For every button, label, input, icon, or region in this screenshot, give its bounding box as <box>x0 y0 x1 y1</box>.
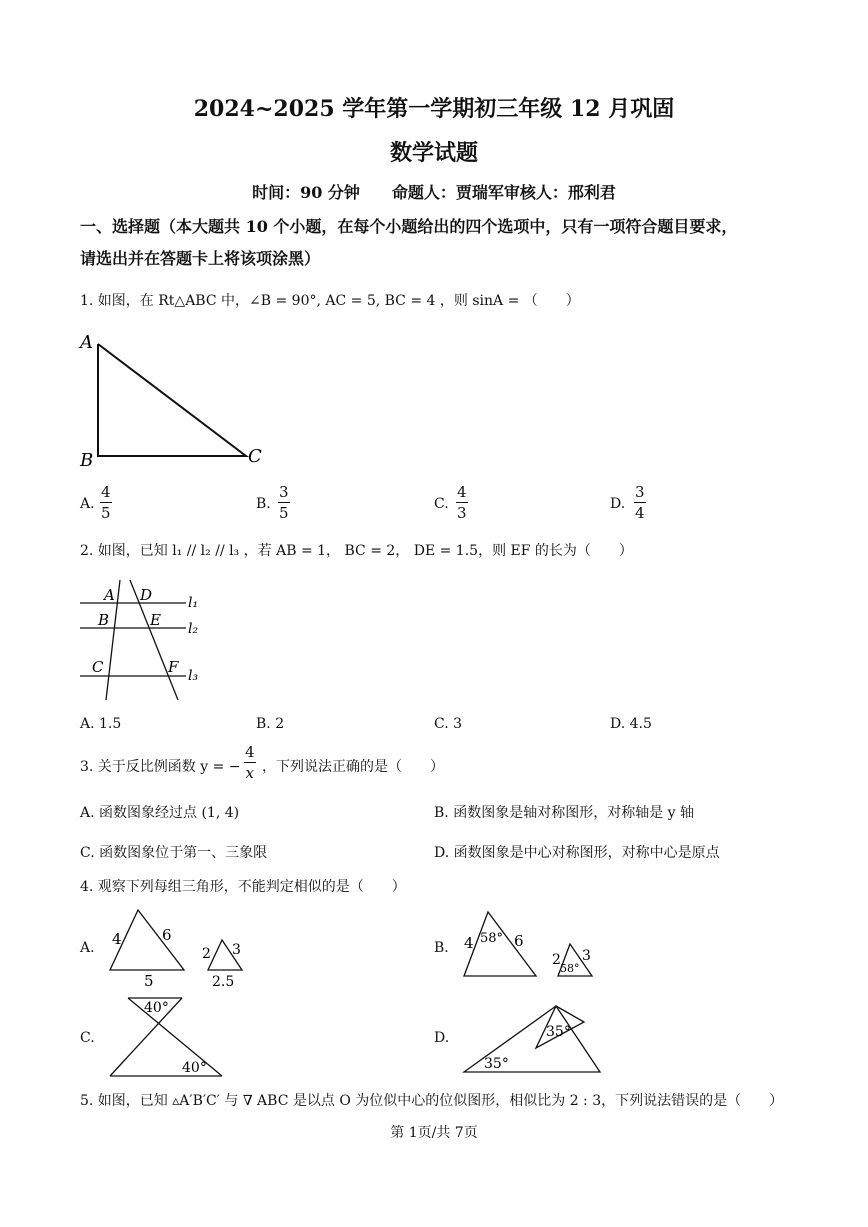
svg-text:4: 4 <box>464 934 474 952</box>
q4-option-b-figure <box>458 906 608 982</box>
svg-text:35°: 35° <box>546 1024 571 1040</box>
svg-text:D: D <box>140 586 153 604</box>
svg-text:l₁: l₁ <box>188 595 199 611</box>
svg-text:2: 2 <box>552 952 561 968</box>
svg-text:40°: 40° <box>144 1000 169 1016</box>
svg-text:2.5: 2.5 <box>212 974 235 990</box>
q4-option-a-figure <box>104 902 250 990</box>
svg-text:35°: 35° <box>484 1056 509 1072</box>
q4-option-d-figure <box>458 1000 608 1080</box>
q1-triangle-figure <box>76 330 276 472</box>
svg-text:3: 3 <box>232 942 241 958</box>
q3-option-c[interactable]: C. 函数图象位于第一、三象限 <box>80 845 268 861</box>
q4-option-c-figure <box>104 992 230 1080</box>
q1-option-d-fraction[interactable]: $\frac{3}{4}$ <box>635 483 645 522</box>
svg-text:B: B <box>98 611 110 629</box>
svg-text:A: A <box>104 586 115 604</box>
q3-option-d[interactable]: D. 函数图象是中心对称图形，对称中心是原点 <box>434 845 720 861</box>
svg-text:l₂: l₂ <box>188 621 199 637</box>
q3-stem-suffix: ，下列说法正确的是（ ） <box>262 759 444 775</box>
q2-option-a[interactable]: A. 1.5 <box>80 716 122 732</box>
svg-text:6: 6 <box>162 926 172 944</box>
section-heading-line1: 一、选择题（本大题共 10 个小题，在每个小题给出的四个选项中，只有一项符合题目要求， <box>80 217 738 236</box>
svg-text:l₃: l₃ <box>188 668 199 684</box>
q1-stem: 1. 如图，在 Rt△ABC 中，∠B = 90°, AC = 5, BC = 4 ，则 sinA = （ ） <box>80 293 580 309</box>
svg-text:E: E <box>150 611 161 629</box>
q3-stem-prefix: 3. 关于反比例函数 y = − <box>80 759 241 775</box>
svg-text:F: F <box>168 658 179 676</box>
exam-subtitle: 数学试题 <box>389 140 478 166</box>
q1-label-a: A <box>80 332 93 353</box>
q4-option-b-letter[interactable]: B. <box>434 940 449 956</box>
q4-option-d-letter[interactable]: D. <box>434 1030 450 1046</box>
q1-label-b: B <box>80 450 94 471</box>
q3-fraction: $\frac{4}{x}$ <box>245 743 255 782</box>
q1-option-b-letter[interactable]: B. <box>256 496 271 512</box>
q2-option-b[interactable]: B. 2 <box>256 716 285 732</box>
q2-option-d[interactable]: D. 4.5 <box>610 716 652 732</box>
exam-title: 2024~2025 学年第一学期初三年级 12 月巩固 <box>193 96 675 122</box>
q1-label-c: C <box>248 446 262 467</box>
svg-text:4: 4 <box>112 930 122 948</box>
q3-option-b[interactable]: B. 函数图象是轴对称图形，对称轴是 y 轴 <box>434 805 695 821</box>
svg-text:6: 6 <box>514 932 524 950</box>
q4-option-c-letter[interactable]: C. <box>80 1030 95 1046</box>
q1-option-c-fraction[interactable]: $\frac{4}{3}$ <box>457 483 467 522</box>
q1-option-b-fraction[interactable]: $\frac{3}{5}$ <box>279 483 289 522</box>
q2-option-c[interactable]: C. 3 <box>434 716 463 732</box>
q2-stem: 2. 如图，已知 l₁ // l₂ // l₃ ，若 AB = 1， BC = 2， DE = 1.5，则 EF 的长为（ ） <box>80 543 633 559</box>
svg-text:2: 2 <box>202 946 211 962</box>
q3-option-a[interactable]: A. 函数图象经过点 (1, 4) <box>80 805 240 821</box>
svg-text:58°: 58° <box>560 962 580 975</box>
exam-info: 时间：90 分钟 命题人：贾瑞军审核人：邢利君 <box>252 183 616 202</box>
q4-stem: 4. 观察下列每组三角形，不能判定相似的是（ ） <box>80 879 406 895</box>
svg-text:5: 5 <box>144 972 154 990</box>
svg-text:3: 3 <box>582 948 591 964</box>
q5-stem: 5. 如图，已知 ▵A′B′C′ 与 ∇ ABC 是以点 O 为位似中心的位似图形，相似比为 2 : 3，下列说法错误的是（ ） <box>80 1093 784 1109</box>
svg-text:58°: 58° <box>480 931 504 946</box>
q1-option-a-letter[interactable]: A. <box>80 496 95 512</box>
svg-text:40°: 40° <box>182 1060 207 1076</box>
q4-option-a-letter[interactable]: A. <box>80 940 95 956</box>
q1-option-d-letter[interactable]: D. <box>610 496 626 512</box>
svg-text:C: C <box>92 658 104 676</box>
q2-parallel-lines-figure <box>76 576 216 706</box>
section-heading-line2: 请选出并在答题卡上将该项涂黑） <box>80 249 321 268</box>
page-footer: 第 1页/共 7页 <box>390 1125 478 1141</box>
q1-option-a-fraction[interactable]: $\frac{4}{5}$ <box>101 483 111 522</box>
q1-option-c-letter[interactable]: C. <box>434 496 449 512</box>
